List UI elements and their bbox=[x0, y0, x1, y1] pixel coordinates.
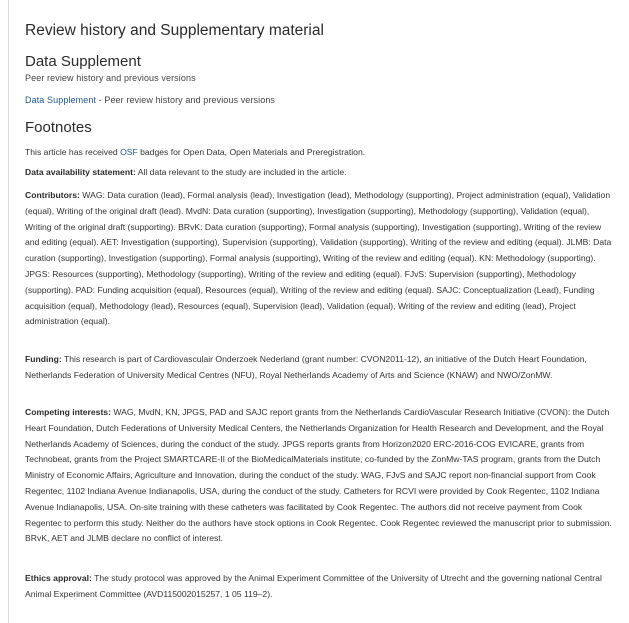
competing-interests-paragraph bbox=[25, 405, 615, 547]
data-availability-label: Data availability statement: bbox=[25, 167, 136, 177]
data-supplement-link-description: - Peer review history and previous versions bbox=[96, 95, 276, 105]
data-availability-text: All data relevant to the study are included in the article. bbox=[135, 167, 347, 177]
data-supplement-subtitle: Peer review history and previous versions bbox=[25, 73, 196, 83]
contributors-text: WAG: Data curation (lead), Formal analysis (lead), Investigation (lead), Methodology (supporting), Project administration (equal), Validation (equal), Writing of the original draft (lead). MvdN: Data curation (supporting), Investigation (supporting), Methodology (supporting), Validation (equal), Writing of the original draft (supporting). BRvK: Data curation (supporting), Formal analysis (supporting), Investigation (supporting), Writing of the review and editing (equal). AET: Investigation (supporting), Supervision (supporting), Validation (supporting), Writing of the review and editing (equal). JLMB: Data curation (supporting), Investigation (supporting), Formal analysis (supporting), Writing of the review and editing (equal). KN: Methodology (supporting). JPGS: Resources (supporting), Methodology (supporting), Writing of the review and editing (equal). FJvS: Supervision (supporting), Methodology (supporting). PAD: Funding acquisition (equal), Resources (equal), Writing of the review and editing (equal). SAJC: Conceptualization (Lead), Funding acquisition (equal), Methodology (lead), Resources (equal), Supervision (lead), Validation (equal), Writing of the review and editing (lead), Project administration (equal). bbox=[25, 190, 612, 327]
competing-interests-text: WAG, MvdN, KN, JPGS, PAD and SAJC report grants from the Netherlands CardioVascular Research Initiative (CVON): the Dutch Heart Foundation, Dutch Federations of University Medical Centers, the Netherlands Organization for Health Research and Development, and the Royal Netherlands Academy of Sciences, during the conduct of the study. JPGS reports grants from Horizon2020 ERC-2016-COG EVICARE, grants from Technobeat, grants from the Project SMARTCARE-II of the BioMedicalMaterials institute, co-funded by the ZonMw-TAS program, grants from the Dutch Ministry of Economic Affairs, Agriculture and Innovation, during the conduct of the study. WAG, FJvS and SAJC report non-financial support from Cook Regentec, 1102 Indiana Avenue Indianapolis, USA, during the conduct of the study. Catheters for RCVI were provided by Cook Regentec, 1102 Indiana Avenue Indianapolis, USA. On-site training with these catheters was facilitated by Cook Regentec. The authors did not receive payment from Cook Regentec to perform this study. Neither do the authors have stock options in Cook Regentec. Cook Regentec reviewed the manuscript prior to submission. BRvK, AET and JLMB declare no conflict of interest. bbox=[25, 407, 612, 544]
ethics-approval-text: The study protocol was approved by the Animal Experiment Committee of the University of Utrecht and the governing national Central Animal Experiment Committee (AVD115002015257, 1 05 119–2). bbox=[25, 573, 602, 599]
data-supplement-heading: Data Supplement bbox=[25, 53, 141, 70]
funding-text: This research is part of Cardiovasculair Onderzoek Nederland (grant number: CVON2011-12), an initiative of the Dutch Heart Foundation, Netherlands Federation of University Medical Centres (NFU), Royal Netherlands Academy of Arts and Science (KNAW) and NWO/ZonMW. bbox=[25, 354, 587, 380]
ethics-approval-label: Ethics approval: bbox=[25, 573, 92, 583]
data-availability-paragraph bbox=[25, 165, 615, 181]
osf-text-before: This article has received bbox=[25, 147, 121, 157]
data-supplement-link[interactable]: Data Supplement bbox=[25, 95, 97, 105]
footnotes-heading: Footnotes bbox=[25, 119, 92, 136]
funding-label: Funding: bbox=[25, 354, 62, 364]
osf-text-after: badges for Open Data, Open Materials and Preregistration. bbox=[137, 147, 366, 157]
competing-interests-label: Competing interests: bbox=[25, 407, 111, 417]
ethics-approval-paragraph bbox=[25, 571, 615, 603]
funding-paragraph bbox=[25, 352, 615, 384]
osf-badges-paragraph bbox=[25, 145, 615, 161]
left-divider bbox=[8, 0, 9, 623]
contributors-paragraph bbox=[25, 188, 615, 330]
review-history-heading: Review history and Supplementary material bbox=[25, 22, 324, 39]
osf-link[interactable]: OSF bbox=[120, 147, 138, 157]
data-supplement-entry bbox=[25, 95, 275, 105]
contributors-label: Contributors: bbox=[25, 190, 80, 200]
